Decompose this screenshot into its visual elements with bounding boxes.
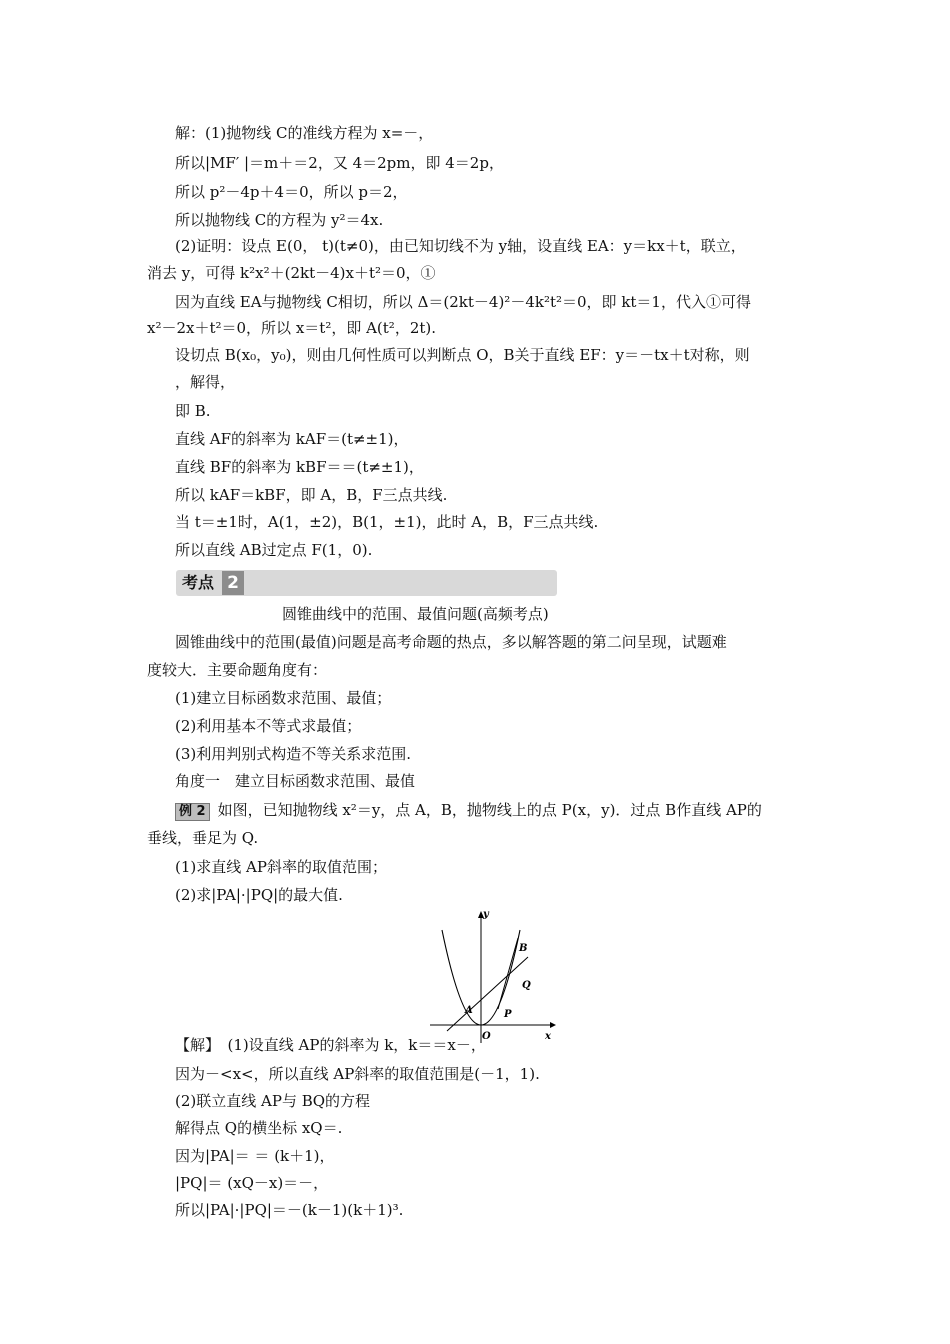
example-question-line-4: (2)求|PA|·|PQ|的最大值. xyxy=(175,886,343,904)
x-axis-label: x xyxy=(545,1031,551,1042)
solution-line-16: 所以直线 AB过定点 F(1，0). xyxy=(175,541,373,559)
line-bq xyxy=(498,938,518,1009)
solution-line-15: 当 t＝±1时，A(1，±2)，B(1，±1)，此时 A，B，F三点共线. xyxy=(175,513,599,531)
answer-line-7: 所以|PA|·|PQ|＝－(k－1)(k＋1)³. xyxy=(175,1201,404,1219)
y-axis-label: y xyxy=(483,909,489,920)
example-question-text: 如图，已知抛物线 x²＝y，点 A，B，抛物线上的点 P(x，y)．过点 B作直线 AP的 xyxy=(217,801,762,819)
solution-line-3: 所以 p²－4p＋4＝0，所以 p＝2， xyxy=(175,183,408,201)
section-item-1: (1)建立目标函数求范围、最值； xyxy=(175,689,392,707)
solution-line-7: 因为直线 EA与抛物线 C相切，所以 Δ＝(2kt－4)²－4k²t²＝0，即 kt＝1，代入①可得 xyxy=(175,293,751,311)
parabola-figure xyxy=(425,905,560,1047)
answer-line-1: 【解】 (1)设直线 AP的斜率为 k，k＝＝x－， xyxy=(175,1036,486,1054)
solution-line-14: 所以 kAF＝kBF，即 A，B，F三点共线. xyxy=(175,486,448,504)
solution-line-1: 解：(1)抛物线 C的准线方程为 x=－， xyxy=(175,124,434,142)
answer-line-3: (2)联立直线 AP与 BQ的方程 xyxy=(175,1092,371,1110)
solution-line-5: (2)证明：设点 E(0， t)(t≠0)，由已知切线不为 y轴，设直线 EA：y＝kx＋t，联立， xyxy=(175,237,746,255)
solution-line-8: x²－2x＋t²＝0，所以 x＝t²，即 A(t²，2t). xyxy=(147,319,437,337)
answer-line-2: 因为－<x<，所以直线 AP斜率的取值范围是(－1，1). xyxy=(175,1065,540,1083)
section-item-3: (3)利用判别式构造不等关系求范围. xyxy=(175,745,412,763)
point-a-label: A xyxy=(465,1005,473,1016)
answer-line-4: 解得点 Q的横坐标 xQ＝. xyxy=(175,1119,343,1137)
answer-line-5: 因为|PA|＝ ＝ (k＋1)， xyxy=(175,1147,335,1165)
section-title: 圆锥曲线中的范围、最值问题(高频考点) xyxy=(282,605,549,623)
solution-line-11: 即 B. xyxy=(175,402,211,420)
section-intro-1: 圆锥曲线中的范围(最值)问题是高考命题的热点，多以解答题的第二问呈现，试题难 xyxy=(175,633,727,651)
example-tag: 例 2 xyxy=(175,803,210,821)
point-q-label: Q xyxy=(522,980,531,991)
section-label: 考点 xyxy=(182,573,215,592)
section-angle: 角度一 建立目标函数求范围、最值 xyxy=(175,772,416,790)
section-item-2: (2)利用基本不等式求最值； xyxy=(175,717,362,735)
section-header-bar xyxy=(176,570,557,596)
point-p-label: P xyxy=(504,1009,512,1020)
solution-line-2: 所以|MF′ |＝m＋＝2，又 4＝2pm，即 4＝2p， xyxy=(175,154,504,172)
section-intro-2: 度较大．主要命题角度有： xyxy=(147,661,328,679)
example-question-line-2: 垂线，垂足为 Q. xyxy=(147,829,259,847)
origin-label: O xyxy=(482,1031,491,1042)
answer-line-6: |PQ|＝ (xQ－x)＝－， xyxy=(175,1174,329,1192)
point-b-label: B xyxy=(519,943,528,954)
x-axis-arrow xyxy=(550,1022,556,1028)
solution-line-13: 直线 BF的斜率为 kBF＝＝(t≠±1)， xyxy=(175,458,424,476)
solution-line-12: 直线 AF的斜率为 kAF＝(t≠±1)， xyxy=(175,430,409,448)
solution-line-6: 消去 y，可得 k²x²＋(2kt－4)x＋t²＝0，① xyxy=(147,264,436,282)
section-number: 2 xyxy=(222,571,244,595)
example-question-line-1 xyxy=(175,800,762,821)
solution-line-10: ，解得， xyxy=(175,373,236,391)
solution-line-4: 所以抛物线 C的方程为 y²＝4x. xyxy=(175,211,384,229)
solution-line-9: 设切点 B(x₀，y₀)，则由几何性质可以判断点 O，B关于直线 EF：y＝－tx＋t对称，则 xyxy=(175,346,750,364)
example-question-line-3: (1)求直线 AP斜率的取值范围； xyxy=(175,858,387,876)
